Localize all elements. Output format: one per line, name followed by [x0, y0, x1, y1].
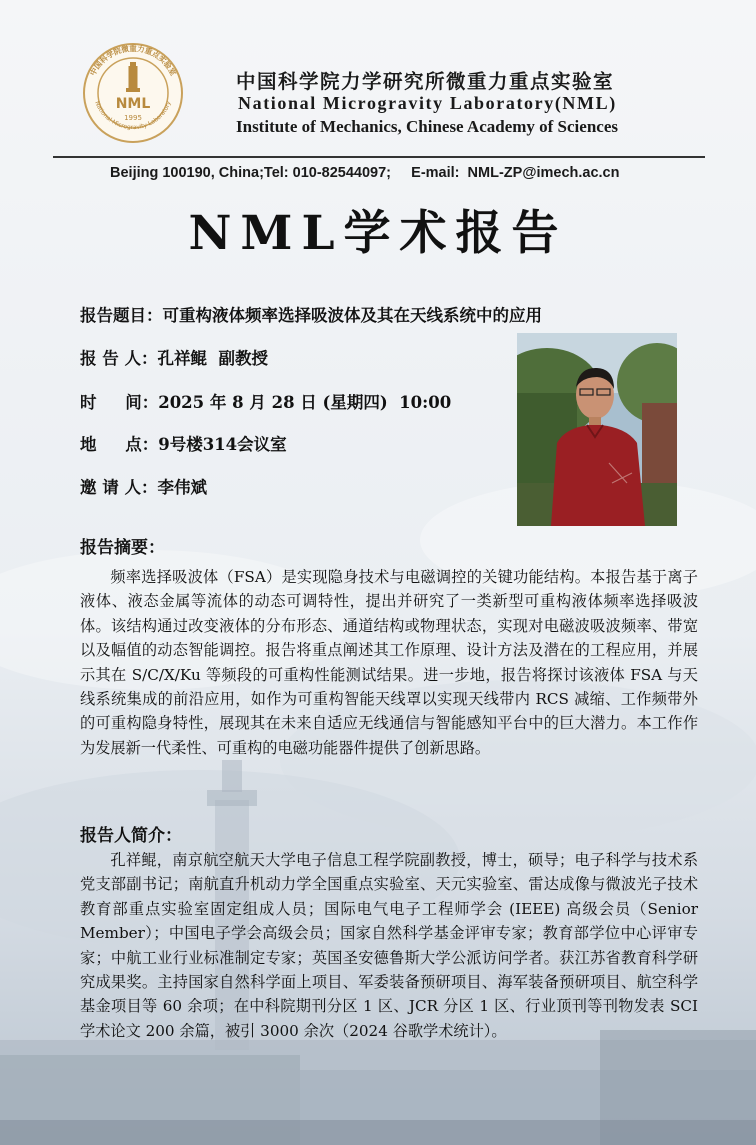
info-time: 时 间：2025 年 8 月 28 日 (星期四) 10:00: [80, 393, 452, 412]
abstract-text: [80, 565, 698, 760]
org-name-cn: 中国科学院力学研究所微重力重点实验室: [236, 70, 615, 93]
poster-title: NML学术报告: [188, 206, 568, 261]
logo-ring-cn: 中国科学院微重力重点实验室: [88, 44, 178, 78]
logo-center-text: NML: [115, 96, 151, 112]
bio-text: [80, 848, 698, 1043]
institute-name-en: Institute of Mechanics, Chinese Academy of Sciences: [236, 117, 618, 136]
header-divider: [53, 156, 705, 158]
info-topic: 报告题目：可重构液体频率选择吸波体及其在天线系统中的应用: [80, 306, 542, 325]
info-inviter: 邀 请 人：李伟斌: [80, 478, 207, 497]
org-name-en: National Microgravity Laboratory(NML): [238, 93, 617, 113]
bio-heading: 报告人简介：: [80, 826, 182, 846]
info-place: 地 点：9号楼314会议室: [80, 435, 287, 454]
bio-paragraph: 孔祥鲲，南京航空航天大学电子信息工程学院副教授，博士，硕导；电子科学与技术系党支部副书记；南航直升机动力学全国重点实验室、天元实验室、雷达成像与微波光子技术教育部重点实验室固定组成人员；国际电气电子工程师学会 (IEEE) 高级会员（Senior Member）；中国电子学会高级会员；国家自然科学基金评审专家；教育部学位中心评审专家；中航工业行业标准制定专家；英国圣安德鲁斯大学公派访问学者。获江苏省教育科学研究成果奖。主持国家自然科学面上项目、军委装备预研项目、海军装备预研项目、航空科学基金项目等 60 余项；在中科院期刊分区 1 区、JCR 分区 1 区、行业顶刊等刊物发表 SCI 学术论文 200 余篇，被引 3000 余次（2024 谷歌学术统计）。: [80, 851, 698, 1040]
nml-logo: [82, 42, 184, 144]
info-speaker: 报 告 人：孔祥鲲 副教授: [80, 349, 268, 368]
logo-year: 1995: [124, 114, 142, 122]
contact-line: Beijing 100190, China;Tel: 010-82544097; E-mail: NML-ZP@imech.ac.cn: [110, 165, 620, 181]
speaker-photo: [517, 333, 677, 526]
logo-ring-en: National Microgravity Laboratory: [93, 100, 173, 132]
abstract-heading: 报告摘要：: [80, 538, 165, 558]
abstract-paragraph: 频率选择吸波体（FSA）是实现隐身技术与电磁调控的关键功能结构。本报告基于离子液体、液态金属等流体的动态可调特性，提出并研究了一类新型可重构液体频率选择吸波体。该结构通过改变液体的分布形态、通道结构或物理状态，实现对电磁波吸波频率、带宽以及幅值的动态智能调控。报告将重点阐述其工作原理、设计方法及潜在的工程应用，并展示其在 S/C/X/Ku 等频段的可重构性能测试结果。进一步地，报告将探讨该液体 FSA 与天线系统集成的前沿应用，如作为可重构智能天线罩以实现天线带内 RCS 减缩、工作频带外的可重构隐身特性，展现其在未来自适应无线通信与智能感知平台中的巨大潜力。本工作作为发展新一代柔性、可重构的电磁功能器件提供了创新思路。: [80, 568, 698, 757]
